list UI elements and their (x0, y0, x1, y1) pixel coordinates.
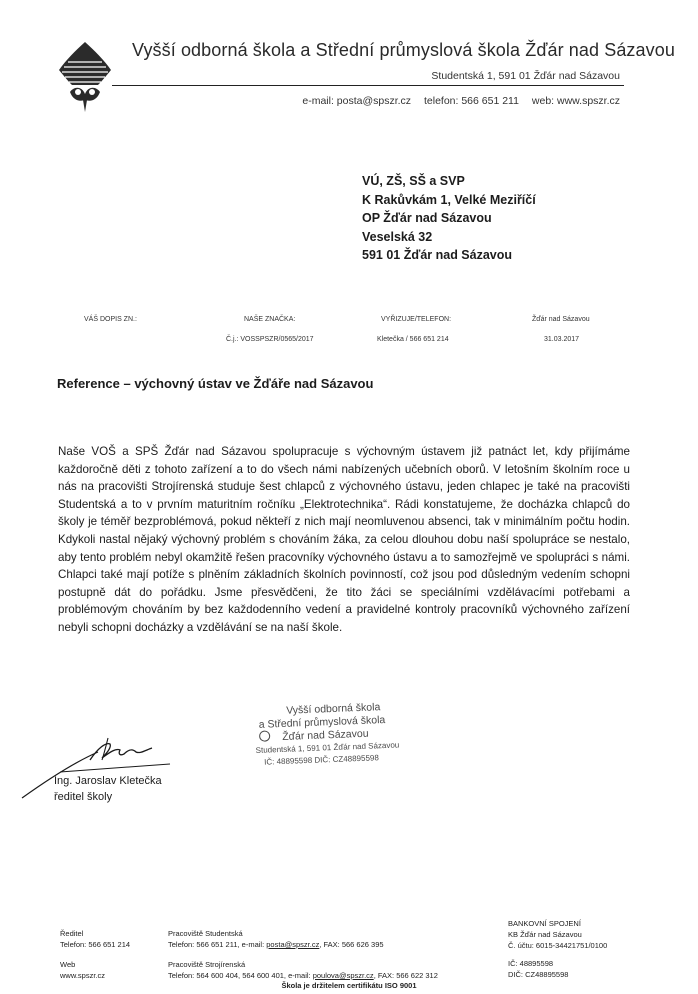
place-label: Žďár nad Sázavou (532, 316, 590, 323)
stamp-line: IČ: 48895598 DIČ: CZ48895598 (263, 753, 380, 767)
letter-subject: Reference – výchovný ústav ve Žďáře nad Sázavou (57, 376, 374, 391)
contact-email: e-mail: posta@spszr.cz (302, 95, 412, 107)
recipient-line: VÚ, ZŠ, SŠ a SVP (362, 174, 465, 188)
strojirenska-email-link[interactable]: poulova@spszr.cz (312, 971, 374, 980)
footer-bank-name: KB Žďár nad Sázavou (508, 930, 582, 939)
footer-ic: IČ: 48895598 (508, 959, 554, 968)
footer-director-label: Ředitel (60, 929, 84, 938)
stamp-line: a Střední průmyslová škola (258, 713, 386, 731)
signer-block (54, 773, 162, 805)
contact-line (292, 95, 620, 107)
footer-web-label: Web (60, 960, 76, 969)
contact-web: web: www.spszr.cz (531, 95, 620, 107)
letter-body: Naše VOŠ a SPŠ Žďár nad Sázavou spolupracuje s výchovným ústavem již patnáct let, kdy přijímáme každoročně děti z tohoto zařízení a to do všech námi nabízených učebních oborů. V letošním školním roce u nás na pracovišti Strojírenská studuje šest chlapců z výchovného ústavu, jeden chlapec je také na pracovišti Studentská a to v prvním maturitním ročníku „Elektrotechnika“. Rádi konstatujeme, že docházka chlapců do školy je téměř bezproblémová, pokud někteří z nich mají neomluvenou absenci, tak v minimálním počtu hodin. Kdykoli nastal nějaký výchovný problém s chováním žáka, za celou dlouhou dobu naší spolupráce se nestalo, aby tento problém nebyl okamžitě řešen pracovníky výchovného ústavu a to samozřejmě ve spolupráci s námi. Chlapci také mají potíže s plněním základních školních povinností, což jsou pod důsledným vedením schopni postupně dát do pořádku. Jsme přesvědčeni, že tito žáci se speciálními vzdělávacími potřebami a problémovým chováním by bez každodenního vedení a pravidelné kontroly pracovníků výchovného zařízení nebyli schopni docházky a vzdělávání se na naší škole. (58, 445, 630, 634)
school-logo (56, 40, 114, 114)
school-stamp (254, 700, 400, 769)
footer-web-value: www.spszr.cz (60, 971, 106, 980)
our-ref-label: NAŠE ZNAČKA: (244, 316, 296, 323)
footer-bank-account: Č. účtu: 6015-34421751/0100 (508, 941, 608, 950)
stamp-line: Vyšší odborná škola (285, 701, 381, 717)
footer-bank-label: BANKOVNÍ SPOJENÍ (508, 919, 581, 928)
handled-by-value: Kletečka / 566 651 214 (377, 336, 449, 343)
footer-strojirenska-label: Pracoviště Strojírenská (168, 960, 246, 969)
stamp-emblem-icon (259, 730, 270, 741)
stamp-line: Žďár nad Sázavou (281, 727, 369, 743)
contact-phone: telefon: 566 651 211 (423, 95, 519, 107)
signer-title: ředitel školy (54, 791, 113, 803)
our-ref-value: Č.j.: VOSSPSZR/0565/2017 (226, 336, 314, 343)
studentska-email-link[interactable]: posta@spszr.cz (266, 940, 320, 949)
your-letter-label: VÁŠ DOPIS ZN.: (84, 316, 137, 323)
footer-studentska-contact: Telefon: 566 651 211, e-mail: posta@spszr.cz, FAX: 566 626 395 (168, 940, 384, 949)
footer-bank (508, 918, 607, 980)
stamp-line: Studentská 1, 591 01 Žďár nad Sázavou (255, 739, 400, 755)
footer-director-phone: Telefon: 566 651 214 (60, 940, 131, 949)
footer-workplaces (168, 928, 438, 981)
footer-dic: DIČ: CZ48895598 (508, 970, 569, 979)
school-name: Vyšší odborná škola a Střední průmyslová škola Žďár nad Sázavou (132, 40, 675, 60)
signer-name: Ing. Jaroslav Kletečka (54, 775, 162, 787)
recipient-line: 591 01 Žďár nad Sázavou (362, 248, 513, 262)
handled-by-label: VYŘIZUJE/TELEFON: (381, 316, 452, 323)
recipient-line: Veselská 32 (362, 229, 433, 244)
recipient-address (362, 172, 536, 265)
header-divider (112, 85, 624, 86)
footer-strojirenska-contact: Telefon: 564 600 404, 564 600 401, e-mail: poulova@spszr.cz, FAX: 566 622 312 (168, 971, 438, 980)
footer-studentska-label: Pracoviště Studentská (168, 929, 243, 938)
iso-certificate-note: Škola je držitelem certifikátu ISO 9001 (281, 981, 417, 990)
school-address: Studentská 1, 591 01 Žďár nad Sázavou (431, 70, 620, 82)
recipient-line: K Rakůvkám 1, Velké Meziříčí (362, 192, 536, 207)
letter-date: 31.03.2017 (544, 336, 580, 343)
footer-director (60, 928, 130, 981)
recipient-line: OP Žďár nad Sázavou (362, 211, 492, 225)
